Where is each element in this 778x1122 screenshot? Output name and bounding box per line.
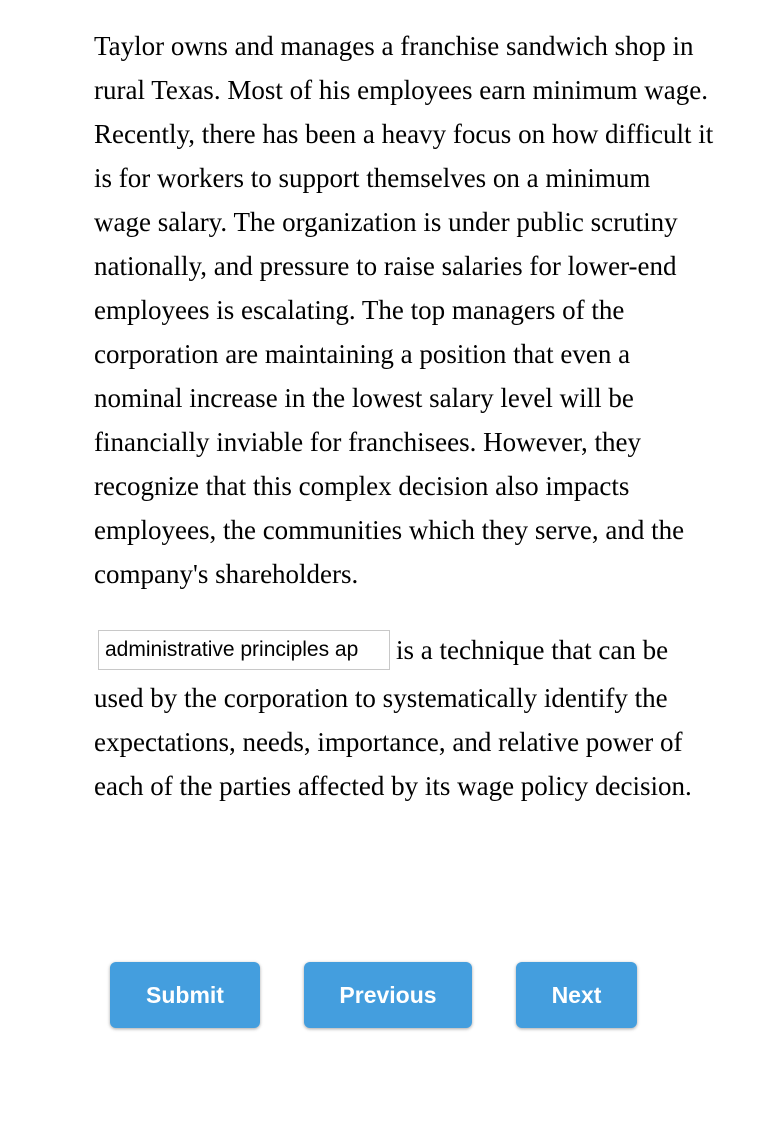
question-text: is a technique that can be used by the corporation to systematically identify the expectations, needs, importance, and relative power of each of the parties affected by its wage policy decision.	[94, 635, 692, 801]
next-button[interactable]: Next	[516, 962, 637, 1028]
fill-in-question	[94, 628, 714, 808]
question-content	[94, 24, 714, 808]
previous-button[interactable]: Previous	[304, 962, 472, 1028]
submit-button[interactable]: Submit	[110, 962, 260, 1028]
scenario-passage: Taylor owns and manages a franchise sandwich shop in rural Texas. Most of his employees earn minimum wage. Recently, there has been a heavy focus on how difficult it is for workers to support themselves on a minimum wage salary. The organization is under public scrutiny nationally, and pressure to raise salaries for lower-end employees is escalating. The top managers of the corporation are maintaining a position that even a nominal increase in the lowest salary level will be financially inviable for franchisees. However, they recognize that this complex decision also impacts employees, the communities which they serve, and the company's shareholders.	[94, 31, 714, 589]
navigation-buttons	[0, 962, 778, 1028]
answer-input[interactable]	[98, 630, 390, 670]
